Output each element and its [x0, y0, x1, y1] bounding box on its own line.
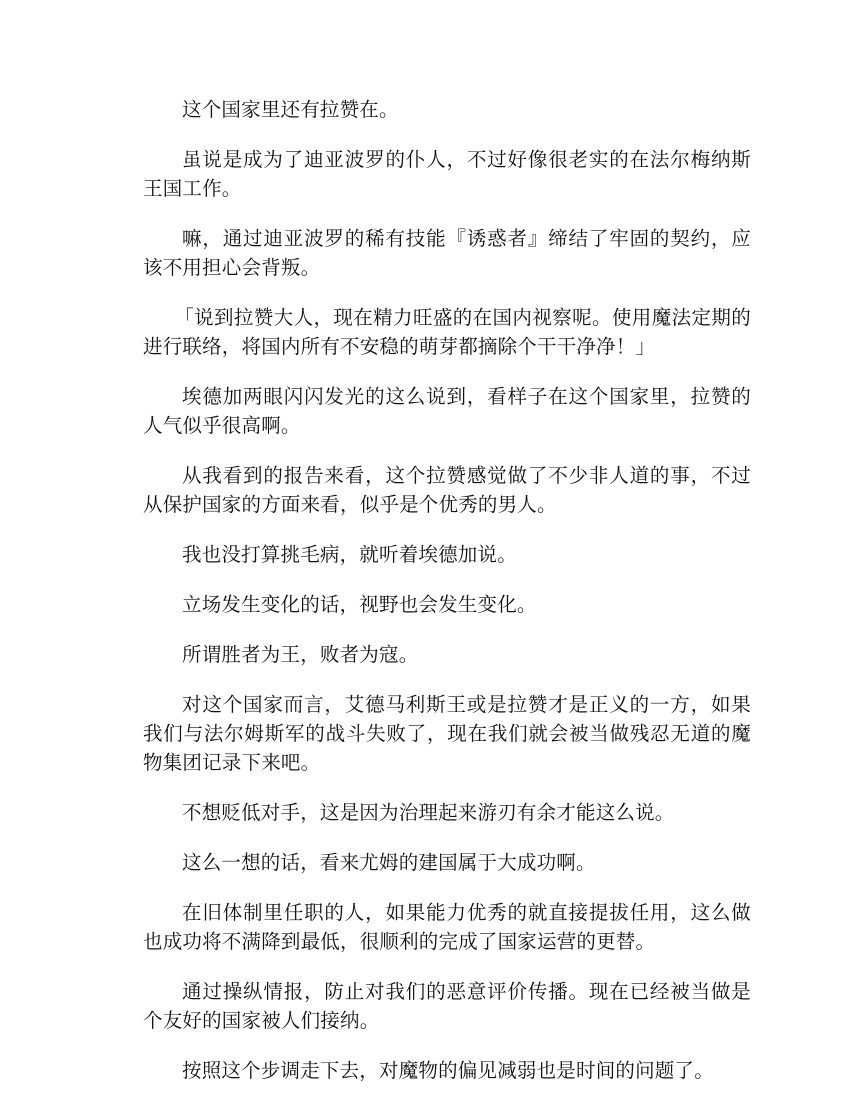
paragraph-13: 在旧体制里任职的人，如果能力优秀的就直接提拔任用，这么做也成功将不满降到最低，很顺利的完成了国家运营的更替。 — [143, 901, 751, 953]
paragraph-10: 对这个国家而言，艾德马利斯王或是拉赞才是正义的一方，如果我们与法尔姆斯军的战斗失败了，现在我们就会被当做残忍无道的魔物集团记录下来吧。 — [143, 693, 751, 774]
paragraph-4-dialog: 「说到拉赞大人，现在精力旺盛的在国内视察呢。使用魔法定期的进行联络，将国内所有不安稳的萌芽都摘除个干干净净！」 — [143, 306, 751, 358]
paragraph-1: 这个国家里还有拉赞在。 — [182, 98, 399, 121]
paragraph-14: 通过操纵情报，防止对我们的恶意评价传播。现在已经被当做是个友好的国家被人们接纳。 — [143, 980, 751, 1032]
paragraph-2: 虽说是成为了迪亚波罗的仆人，不过好像很老实的在法尔梅纳斯王国工作。 — [143, 148, 751, 200]
paragraph-15: 按照这个步调走下去，对魔物的偏见减弱也是时间的问题了。 — [182, 1059, 714, 1082]
paragraph-11: 不想贬低对手，这是因为治理起来游刃有余才能这么说。 — [182, 801, 675, 824]
paragraph-3: 嘛，通过迪亚波罗的稀有技能『诱惑者』缔结了牢固的契约，应该不用担心会背叛。 — [143, 227, 751, 279]
paragraph-9: 所谓胜者为王，败者为寇。 — [182, 643, 419, 666]
paragraph-12: 这么一想的话，看来尤姆的建国属于大成功啊。 — [182, 851, 596, 874]
document-page — [143, 95, 751, 1106]
paragraph-6: 从我看到的报告来看，这个拉赞感觉做了不少非人道的事，不过从保护国家的方面来看，似乎是个优秀的男人。 — [143, 464, 751, 516]
paragraph-5: 埃德加两眼闪闪发光的这么说到，看样子在这个国家里，拉赞的人气似乎很高啊。 — [143, 385, 751, 437]
paragraph-8: 立场发生变化的话，视野也会发生变化。 — [182, 593, 537, 616]
paragraph-7: 我也没打算挑毛病，就听着埃德加说。 — [182, 543, 517, 566]
